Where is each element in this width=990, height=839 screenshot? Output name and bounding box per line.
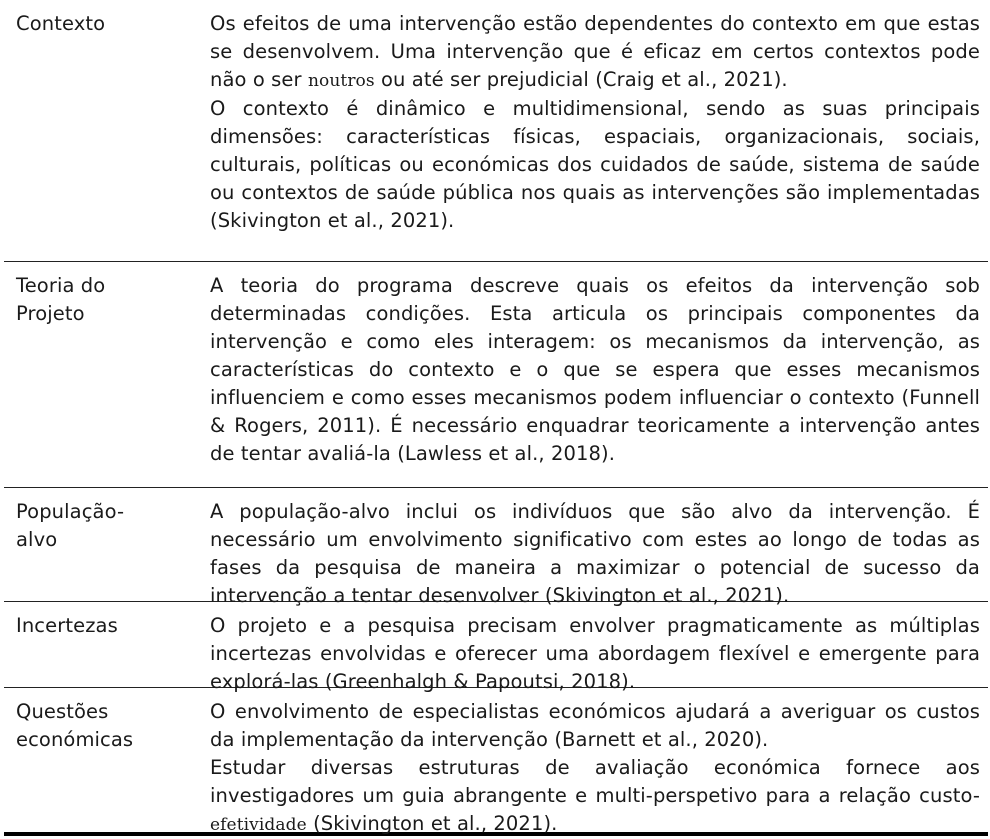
row-term: População- alvo <box>16 500 125 551</box>
row-term: Teoria do Projeto <box>16 274 106 325</box>
row-term: Incertezas <box>16 614 118 637</box>
description-paragraph: Os efeitos de uma intervenção estão dependentes do contexto em que estas se desenvolvem. Uma intervenção que é eficaz em certos contextos pode não o ser noutros ou até ser prejudicial (Craig et al., 2021). <box>210 12 980 91</box>
description-paragraph: O projeto e a pesquisa precisam envolver pragmaticamente as múltiplas incertezas envolvidas e oferecer uma abordagem flexível e emergente para explorá-las (Greenhalgh & Papoutsi, 2018). <box>210 614 980 693</box>
description-paragraph: A população-alvo inclui os indivíduos que são alvo da intervenção. É necessário um envolvimento significativo com estes ao longo de todas as fases da pesquisa de maneira a maximizar o potencial de sucesso da intervenção a tentar desenvolver (Skivington et al., 2021). <box>210 500 980 607</box>
description-paragraph: O envolvimento de especialistas económicos ajudará a averiguar os custos da implementação da intervenção (Barnett et al., 2020). <box>210 700 980 751</box>
row-term: Contexto <box>16 12 106 35</box>
row-description <box>200 688 988 835</box>
table-row <box>4 262 988 488</box>
row-description <box>200 488 988 607</box>
table-row <box>4 488 988 607</box>
table-row <box>4 602 988 693</box>
description-paragraph: O contexto é dinâmico e multidimensional, sendo as suas principais dimensões: características físicas, espaciais, organizacionais, sociais, culturais, políticas ou económicas dos cuidados de saúde, sistema de saúde ou contextos de saúde pública nos quais as intervenções são implementadas (Skivington et al., 2021). <box>210 97 980 232</box>
table-row <box>4 0 988 262</box>
table-row <box>4 688 988 836</box>
row-description <box>200 0 988 261</box>
row-description <box>200 262 988 487</box>
row-term: Questões económicas <box>16 700 134 751</box>
description-paragraph: A teoria do programa descreve quais os efeitos da intervenção sob determinadas condições. Esta articula os principais componentes da intervenção e como eles interagem: os mecanismos da intervenção, as características do contexto e o que se espera que esses mecanismos influenciem e como esses mecanismos podem influenciar o contexto (Funnell & Rogers, 2011). É necessário enquadrar teoricamente a intervenção antes de tentar avaliá-la (Lawless et al., 2018). <box>210 274 980 465</box>
row-description <box>200 602 988 693</box>
description-paragraph: Estudar diversas estruturas de avaliação económica fornece aos investigadores um guia abrangente e multi-perspetivo para a relação custo-efetividade (Skivington et al., 2021). <box>210 756 980 835</box>
definitions-table <box>4 0 988 836</box>
